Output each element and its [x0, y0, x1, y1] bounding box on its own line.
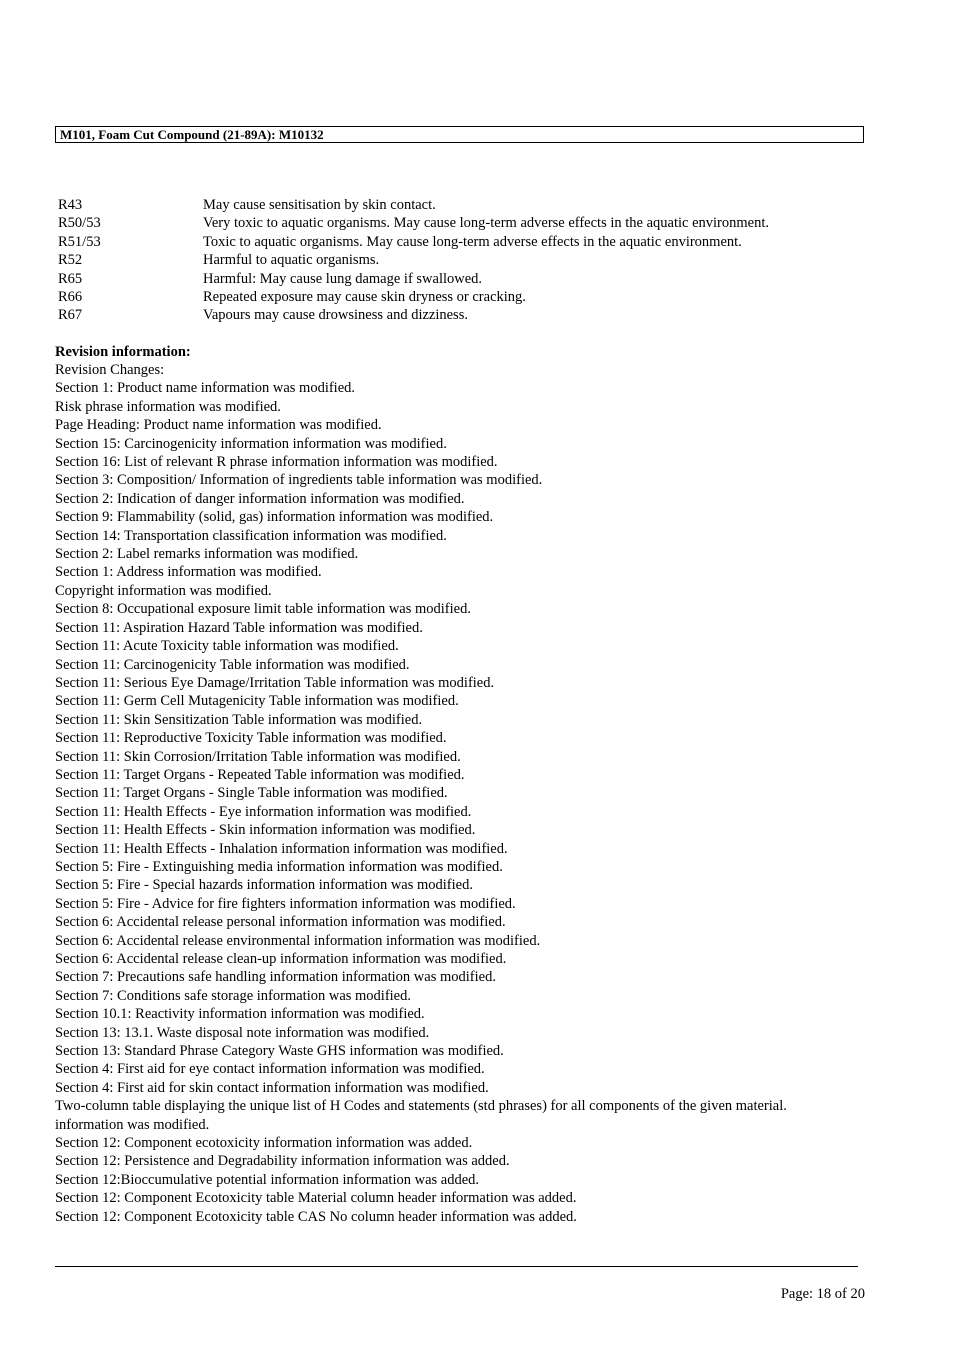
revision-line: Section 12: Component ecotoxicity information information was added.: [55, 1135, 473, 1152]
revision-line: Copyright information was modified.: [55, 582, 272, 599]
revision-line: Section 4: First aid for skin contact information information was modified.: [55, 1079, 489, 1096]
risk-phrase-code: R66: [58, 288, 83, 305]
risk-phrase-code: R67: [58, 307, 83, 324]
risk-phrase-code: R43: [58, 197, 83, 213]
document-title: M101, Foam Cut Compound (21-89A): M10132: [60, 127, 324, 142]
risk-phrase-code: R52: [58, 252, 83, 269]
revision-line: Section 12: Component Ecotoxicity table Material column header information was added.: [55, 1190, 577, 1207]
revision-line: Section 6: Accidental release environmental information information was modified.: [55, 932, 541, 949]
revision-line: Section 5: Fire - Special hazards information information was modified.: [55, 877, 473, 894]
revision-line: Section 11: Carcinogenicity Table information was modified.: [55, 656, 410, 673]
revision-line: Section 14: Transportation classification information was modified.: [55, 527, 447, 544]
revision-title: Revision information:: [55, 344, 191, 360]
risk-phrase-text: Repeated exposure may cause skin dryness or cracking.: [203, 288, 526, 305]
revision-line: Risk phrase information was modified.: [55, 398, 281, 415]
revision-line: Section 7: Precautions safe handling information information was modified.: [55, 969, 496, 986]
revision-line: Section 12:Bioccumulative potential information information was added.: [55, 1171, 480, 1188]
revision-line: Page Heading: Product name information was modified.: [55, 417, 382, 434]
revision-line: Section 2: Label remarks information was modified.: [55, 546, 359, 563]
revision-line: Section 16: List of relevant R phrase information information was modified.: [55, 454, 498, 471]
revision-line: Section 11: Aspiration Hazard Table information was modified.: [55, 619, 423, 636]
risk-phrase-text: May cause sensitisation by skin contact.: [203, 197, 436, 213]
revision-line: Section 13: 13.1. Waste disposal note information was modified.: [55, 1024, 430, 1041]
risk-phrase-code: R65: [58, 270, 83, 287]
risk-phrase-text: Very toxic to aquatic organisms. May cause long-term adverse effects in the aquatic environment.: [203, 215, 769, 232]
revision-list: [55, 361, 825, 1226]
revision-line: Revision Changes:: [55, 362, 165, 378]
revision-line: Section 15: Carcinogenicity information information was modified.: [55, 435, 447, 452]
revision-line: Section 7: Conditions safe storage information was modified.: [55, 987, 411, 1004]
revision-line: Section 2: Indication of danger information information was modified.: [55, 490, 465, 507]
revision-line: Section 11: Acute Toxicity table information was modified.: [55, 638, 399, 655]
revision-line: Section 1: Address information was modified.: [55, 564, 322, 581]
revision-line: Section 5: Fire - Extinguishing media information information was modified.: [55, 858, 503, 875]
revision-line: Section 11: Serious Eye Damage/Irritation Table information was modified.: [55, 674, 495, 691]
revision-line: Section 9: Flammability (solid, gas) information information was modified.: [55, 509, 494, 526]
risk-phrase-code: R51/53: [58, 233, 101, 250]
risk-phrase-text: Harmful to aquatic organisms.: [203, 252, 380, 269]
revision-line: Section 1: Product name information was modified.: [55, 380, 356, 397]
revision-line: Section 11: Health Effects - Eye information information was modified.: [55, 803, 472, 820]
revision-line: Section 10.1: Reactivity information information was modified.: [55, 1006, 425, 1023]
risk-phrase-text: Toxic to aquatic organisms. May cause long-term adverse effects in the aquatic environment.: [203, 233, 742, 250]
revision-line: Section 11: Target Organs - Repeated Table information was modified.: [55, 766, 465, 783]
revision-line: Section 11: Germ Cell Mutagenicity Table information was modified.: [55, 693, 459, 710]
document-header: [55, 126, 864, 143]
revision-line: Section 11: Reproductive Toxicity Table information was modified.: [55, 730, 447, 747]
risk-phrase-code: R50/53: [58, 215, 101, 232]
revision-line: Section 6: Accidental release clean-up information information was modified.: [55, 951, 507, 967]
revision-line: Section 11: Skin Corrosion/Irritation Table information was modified.: [55, 748, 461, 765]
revision-line: Section 3: Composition/ Information of ingredients table information was modified.: [55, 472, 543, 489]
revision-line: Section 12: Component Ecotoxicity table CAS No column header information was added.: [55, 1208, 577, 1225]
revision-line: Section 12: Persistence and Degradability information information was added.: [55, 1153, 510, 1170]
revision-line: Section 4: First aid for eye contact information information was modified.: [55, 1061, 485, 1078]
page-number: Page: 18 of 20: [780, 1286, 865, 1302]
revision-line: Section 13: Standard Phrase Category Waste GHS information was modified.: [55, 1043, 504, 1060]
risk-phrase-text: Harmful: May cause lung damage if swallowed.: [203, 270, 483, 287]
revision-line: Section 8: Occupational exposure limit table information was modified.: [55, 601, 471, 618]
revision-line: Section 11: Health Effects - Inhalation information information was modified.: [55, 840, 508, 857]
revision-line: Section 5: Fire - Advice for fire fighters information information was modified.: [55, 895, 516, 912]
risk-phrase-text: Vapours may cause drowsiness and dizziness.: [203, 307, 468, 324]
revision-line: Section 6: Accidental release personal information information was modified.: [55, 914, 506, 931]
revision-line: Section 11: Target Organs - Single Table information was modified.: [55, 785, 448, 802]
revision-line: Section 11: Skin Sensitization Table information was modified.: [55, 711, 423, 728]
footer-divider: [55, 1266, 858, 1267]
revision-line: Two-column table displaying the unique list of H Codes and statements (std phrases) for all components of the given material. information was modified.: [55, 1098, 787, 1133]
revision-line: Section 11: Health Effects - Skin information information was modified.: [55, 822, 476, 839]
